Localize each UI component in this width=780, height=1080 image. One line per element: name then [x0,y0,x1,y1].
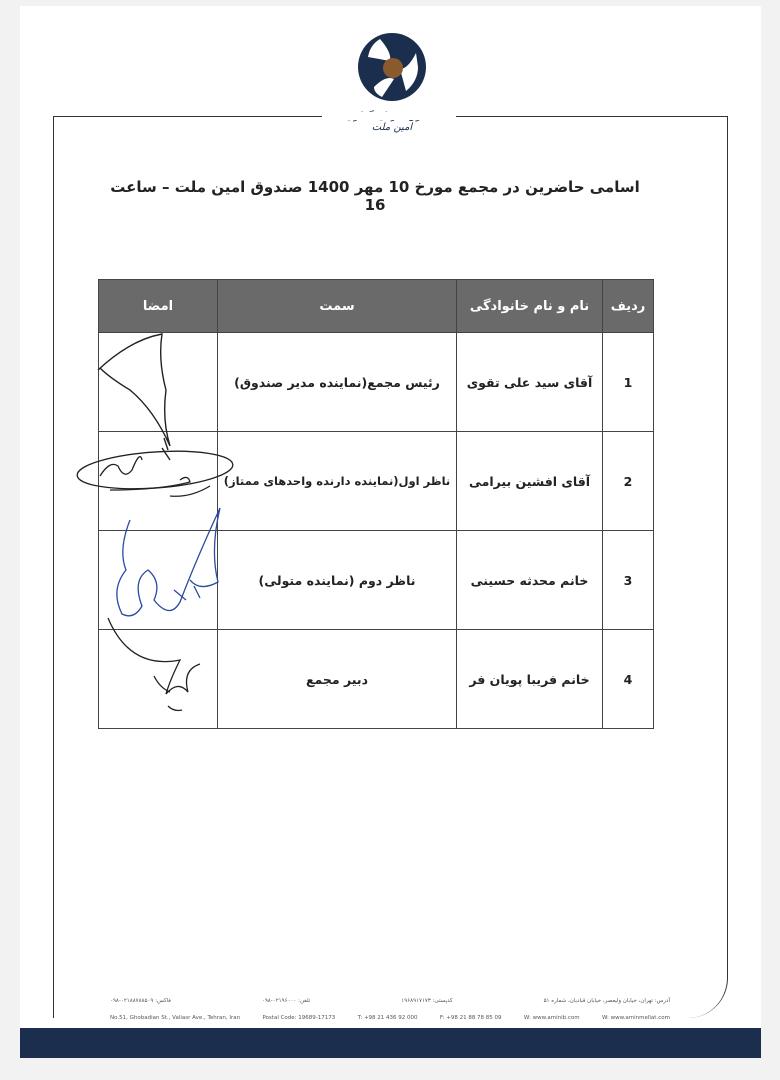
row-role: ناظر دوم (نماینده متولی) [218,531,457,630]
row-number: 4 [603,630,654,729]
table-row [99,432,654,531]
footer-band [20,1028,761,1058]
footer-postal-en: Postal Code: 19689-17173 [262,1015,336,1021]
row-name: خانم فریبا پویان فر [457,630,603,729]
header-signature: امضا [99,280,218,333]
footer-address-en: No.51, Ghobadian St., Valiasr Ave., Tehran, Iran [110,1015,241,1021]
page-title: اسامی حاضرین در مجمع مورخ 10 مهر 1400 صندوق امین ملت – ساعت 16 [110,178,640,214]
attendance-table [98,279,654,729]
header-row-no: ردیف [603,280,654,333]
fund-logo-icon [356,31,428,103]
row-name: آقای افشین بیرامی [457,432,603,531]
row-signature-cell [99,531,218,630]
footer-fa [110,998,670,1004]
footer-phone-en: T: +98 21 436 92 000 [357,1015,418,1021]
logo-caption: امین ملت [371,122,413,133]
row-role: رئیس مجمع(نماینده مدیر صندوق) [218,333,457,432]
table-row [99,630,654,729]
footer-postal-fa: کدپستی: ۱۹۶۸۹۱۷۱۷۳ [401,998,453,1004]
row-name: خانم محدثه حسینی [457,531,603,630]
row-number: 3 [603,531,654,630]
footer-fax-en: F: +98 21 88 78 85 09 [439,1015,502,1021]
table-header-row [99,280,654,333]
row-number: 1 [603,333,654,432]
header-name: نام و نام خانوادگی [457,280,603,333]
footer-address-fa: آدرس: تهران، خیابان ولیعصر، خیابان قبادیان، شماره ۵۱ [543,998,670,1004]
row-signature-cell [99,432,218,531]
footer-web-1: W: www.aminib.com [523,1015,580,1021]
table-row [99,531,654,630]
row-number: 2 [603,432,654,531]
row-name: آقای سید علی تقوی [457,333,603,432]
footer-web-2: W: www.aminmellat.com [601,1015,670,1021]
row-signature-cell [99,333,218,432]
footer-en [110,1015,670,1021]
header-role: سمت [218,280,457,333]
footer-fax-fa: فاکس: ۰۲۱۸۸۷۸۸۵۰۹-۰۹۸ [110,998,171,1004]
frame-gap [322,112,456,120]
table-row [99,333,654,432]
row-role: دبیر مجمع [218,630,457,729]
footer-phone-fa: تلفن: ۰۲۱۹۶۰۰۰-۰۹۸ [261,998,311,1004]
row-signature-cell [99,630,218,729]
row-role: ناظر اول(نماینده دارنده واحدهای ممتاز) [218,432,457,531]
